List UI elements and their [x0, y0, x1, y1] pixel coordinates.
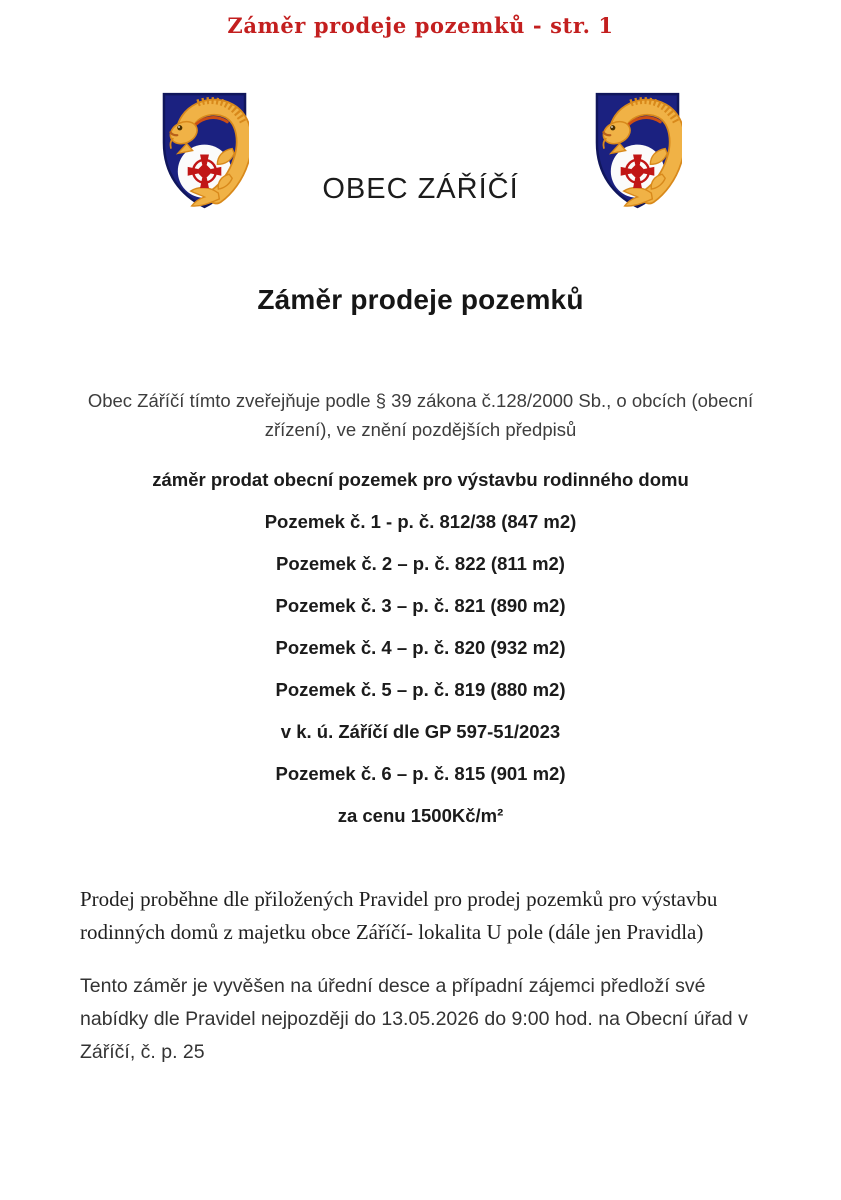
cadastre-line: v k. ú. Záříčí dle GP 597-51/2023: [280, 721, 561, 742]
parcel-line-6: Pozemek č. 6 – p. č. 815 (901 m2): [275, 763, 566, 784]
parcel-line-5: Pozemek č. 5 – p. č. 819 (880 m2): [275, 679, 566, 700]
fish-eye-highlight: [611, 126, 613, 128]
deadline-paragraph: Tento záměr je vyvěšen na úřední desce a případní zájemci předloží své nabídky dle Pravidel nejpozději do 13.05.2026 do 9:00 hod. na Obecní úřad v Záříčí, č. p. 25: [80, 975, 748, 1063]
parcel-line-1: Pozemek č. 1 - p. č. 812/38 (847 m2): [264, 511, 577, 532]
fish-eye: [177, 125, 182, 130]
document-title: Záměr prodeje pozemků: [257, 284, 584, 315]
fish-eye-highlight: [178, 126, 180, 128]
fish-eye: [610, 125, 615, 130]
parcel-line-3: Pozemek č. 3 – p. č. 821 (890 m2): [275, 595, 566, 616]
municipality-name: OBEC ZÁŘÍČÍ: [322, 173, 519, 205]
price-line: za cenu 1500Kč/m²: [337, 805, 504, 826]
coat-of-arms-right-icon: [593, 91, 682, 210]
parcel-line-2: Pozemek č. 2 – p. č. 822 (811 m2): [276, 553, 565, 574]
page-header-title: Záměr prodeje pozemků - str. 1: [227, 13, 614, 38]
intro-paragraph: Obec Záříčí tímto zveřejňuje podle § 39 zákona č.128/2000 Sb., o obcích (obecní zřízení), ve znění pozdějších předpisů: [87, 390, 754, 440]
rules-paragraph: Prodej proběhne dle přiložených Pravidel pro prodej pozemků pro výstavbu rodinných domů z majetku obce Záříčí- lokalita U pole (dále jen Pravidla): [80, 887, 718, 944]
emblem-row: [0, 91, 841, 210]
subject-line: záměr prodat obecní pozemek pro výstavbu rodinného domu: [152, 469, 689, 490]
parcel-line-4: Pozemek č. 4 – p. č. 820 (932 m2): [275, 637, 566, 658]
